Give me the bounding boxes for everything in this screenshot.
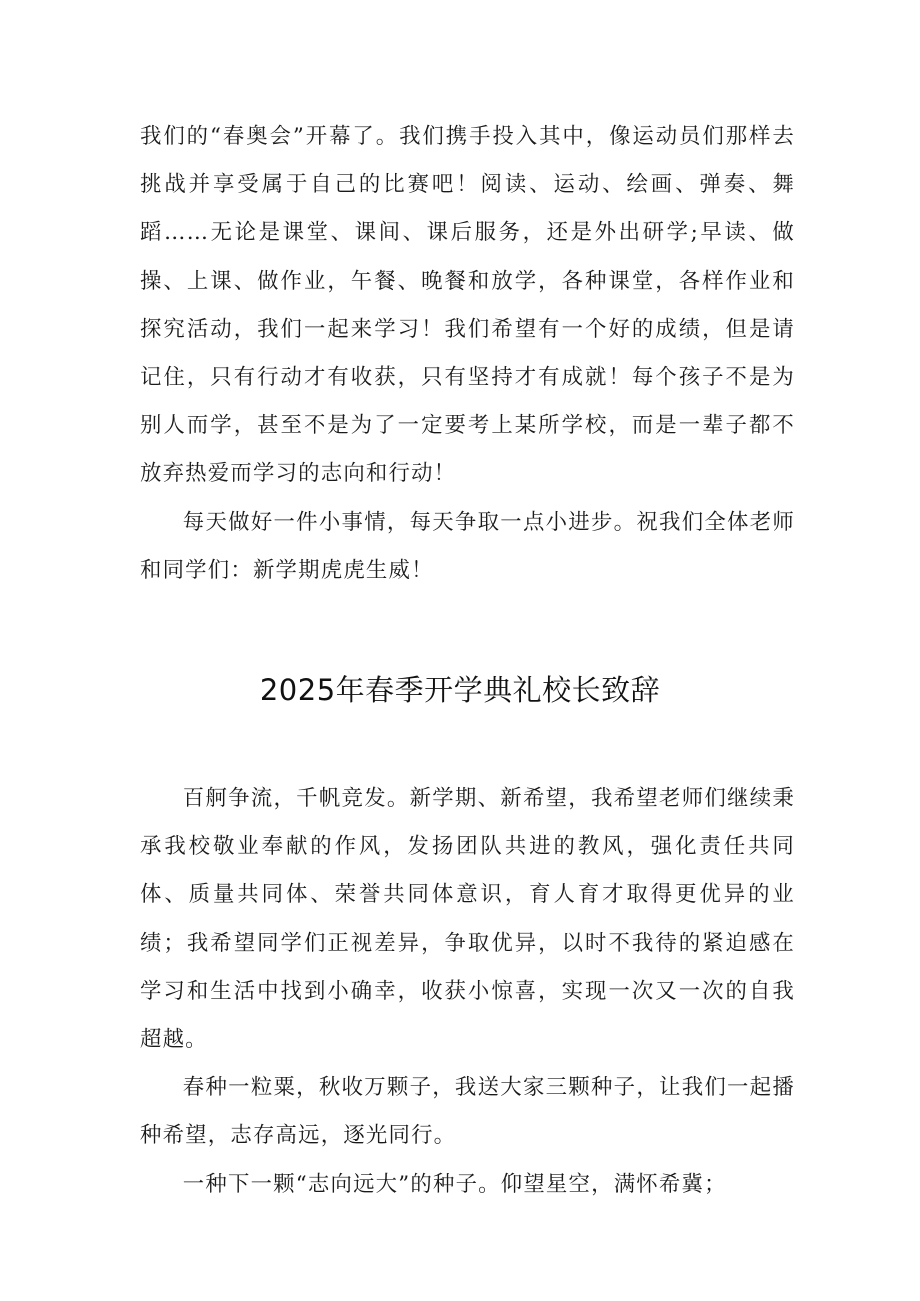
body-paragraph: 我们的“春奥会”开幕了。我们携手投入其中，像运动员们那样去挑战并享受属于自己的比赛吧！阅读、运动、绘画、弹奏、舞蹈……无论是课堂、课间、课后服务，还是外出研学;早读、做操、上课、做作业，午餐、晚餐和放学，各种课堂，各样作业和探究活动，我们一起来学习！我们希望有一个好的成绩，但是请记住，只有行动才有收获，只有坚持才有成就！每个孩子不是为别人而学，甚至不是为了一定要考上某所学校，而是一辈子都不放弃热爱而学习的志向和行动！	[140, 124, 795, 487]
speech-body	[140, 775, 795, 1209]
body-paragraph: 百舸争流，千帆竞发。新学期、新希望，我希望老师们继续秉承我校敬业奉献的作风，发扬团队共进的教风，强化责任共同体、质量共同体、荣誉共同体意识，育人育才取得更优异的业绩；我希望同学们正视差异，争取优异，以时不我待的紧迫感在学习和生活中找到小确幸，收获小惊喜，实现一次又一次的自我超越。	[140, 786, 795, 1053]
body-paragraph: 每天做好一件小事情，每天争取一点小进步。祝我们全体老师和同学们：新学期虎虎生威！	[140, 509, 795, 583]
body-paragraph: 春种一粒粟，秋收万颗子，我送大家三颗种子，让我们一起播种希望，志存高远，逐光同行。	[140, 1075, 795, 1149]
previous-speech-continuation	[140, 113, 795, 595]
body-paragraph: 一种下一颗“志向远大”的种子。仰望星空，满怀希冀；	[182, 1171, 727, 1197]
speech-title: 2025年春季开学典礼校长致辞	[259, 673, 661, 707]
